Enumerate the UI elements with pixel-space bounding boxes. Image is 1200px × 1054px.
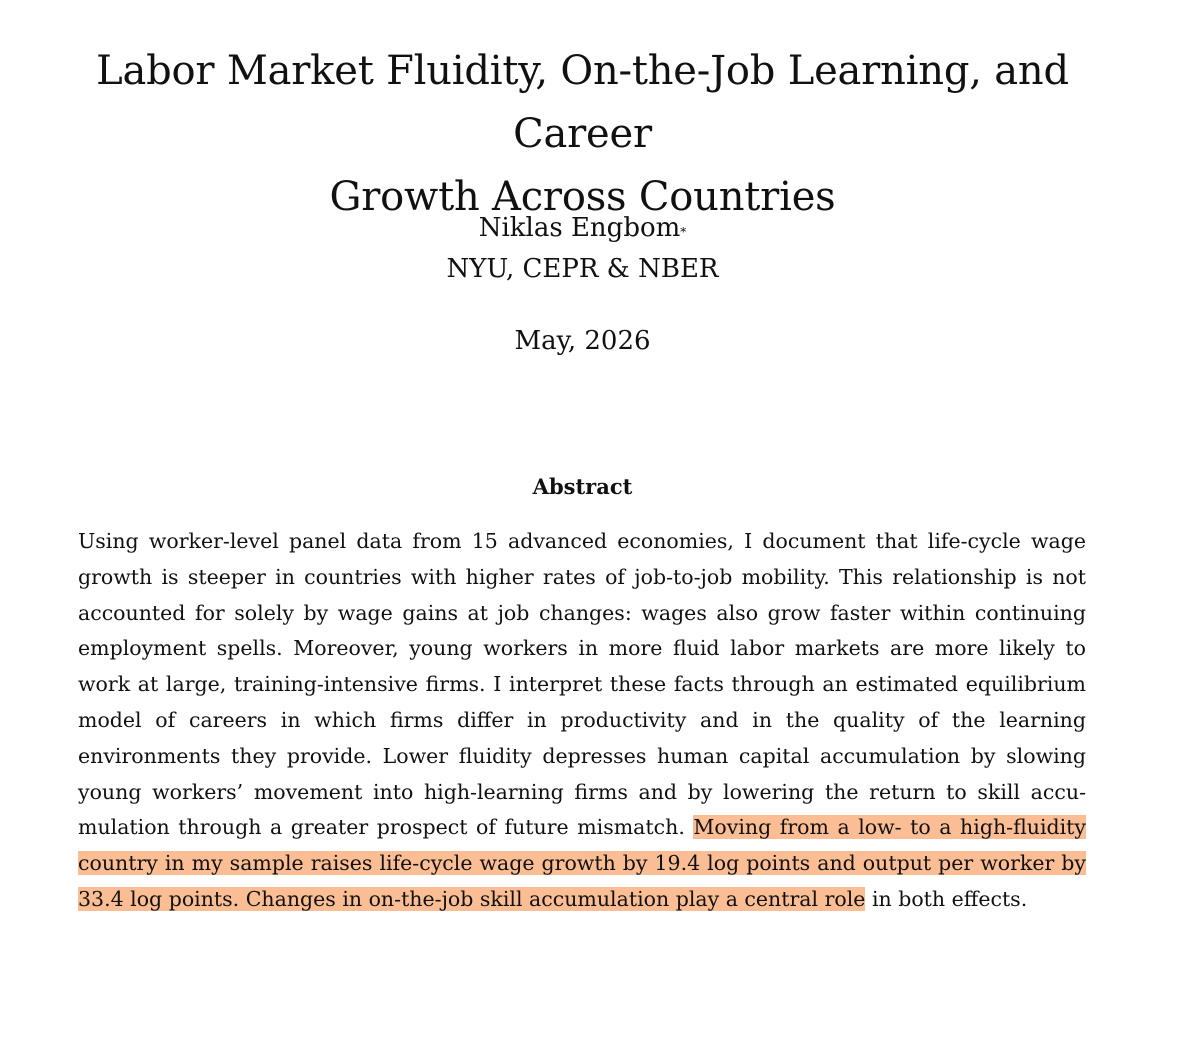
abstract-body	[78, 524, 1086, 918]
abstract-highlighted-text[interactable]: Moving from a low- to a high-fluidity country in my sample raises life-cycle wage growth by 19.4 log points and output per worker by 33.4 log points. Changes in on-the-job skill accumulation play a central role	[78, 815, 1087, 911]
title-line-2: Growth Across Countries	[329, 174, 836, 220]
author-name: Niklas Engbom	[478, 213, 681, 243]
author-line	[40, 208, 1125, 249]
abstract-text-after-highlight: in both effects.	[865, 886, 1028, 911]
author-footnote-marker[interactable]: *	[680, 225, 687, 239]
abstract-text-before-highlight: Using worker-level panel data from 15 advanced economies, I document that life-cycle wage growth is steeper in countries with higher rates of job-to-job mobility. This relationship is not accounted for solely by wage gains at job changes: wages also grow faster within continuing employment spells. Moreover, young workers in more fluid labor markets are more likely to work at large, training-intensive firms. I interpret these facts through an estimated equilibrium model of careers in which firms differ in productivity and in the quality of the learning environments they provide. Lower fluidity depresses human capital accumulation by slowing young workers’ movement into high-learning firms and by lowering the return to skill accumulation through a greater prospect of future mismatch.	[78, 529, 1086, 840]
title-line-1: Labor Market Fluidity, On-the-Job Learning, and Career	[96, 48, 1069, 157]
author-affiliation: NYU, CEPR & NBER	[446, 254, 719, 284]
paper-date: May, 2026	[514, 326, 651, 356]
author-block	[40, 208, 1125, 290]
paper-title	[40, 40, 1125, 229]
abstract-heading: Abstract	[532, 474, 633, 499]
